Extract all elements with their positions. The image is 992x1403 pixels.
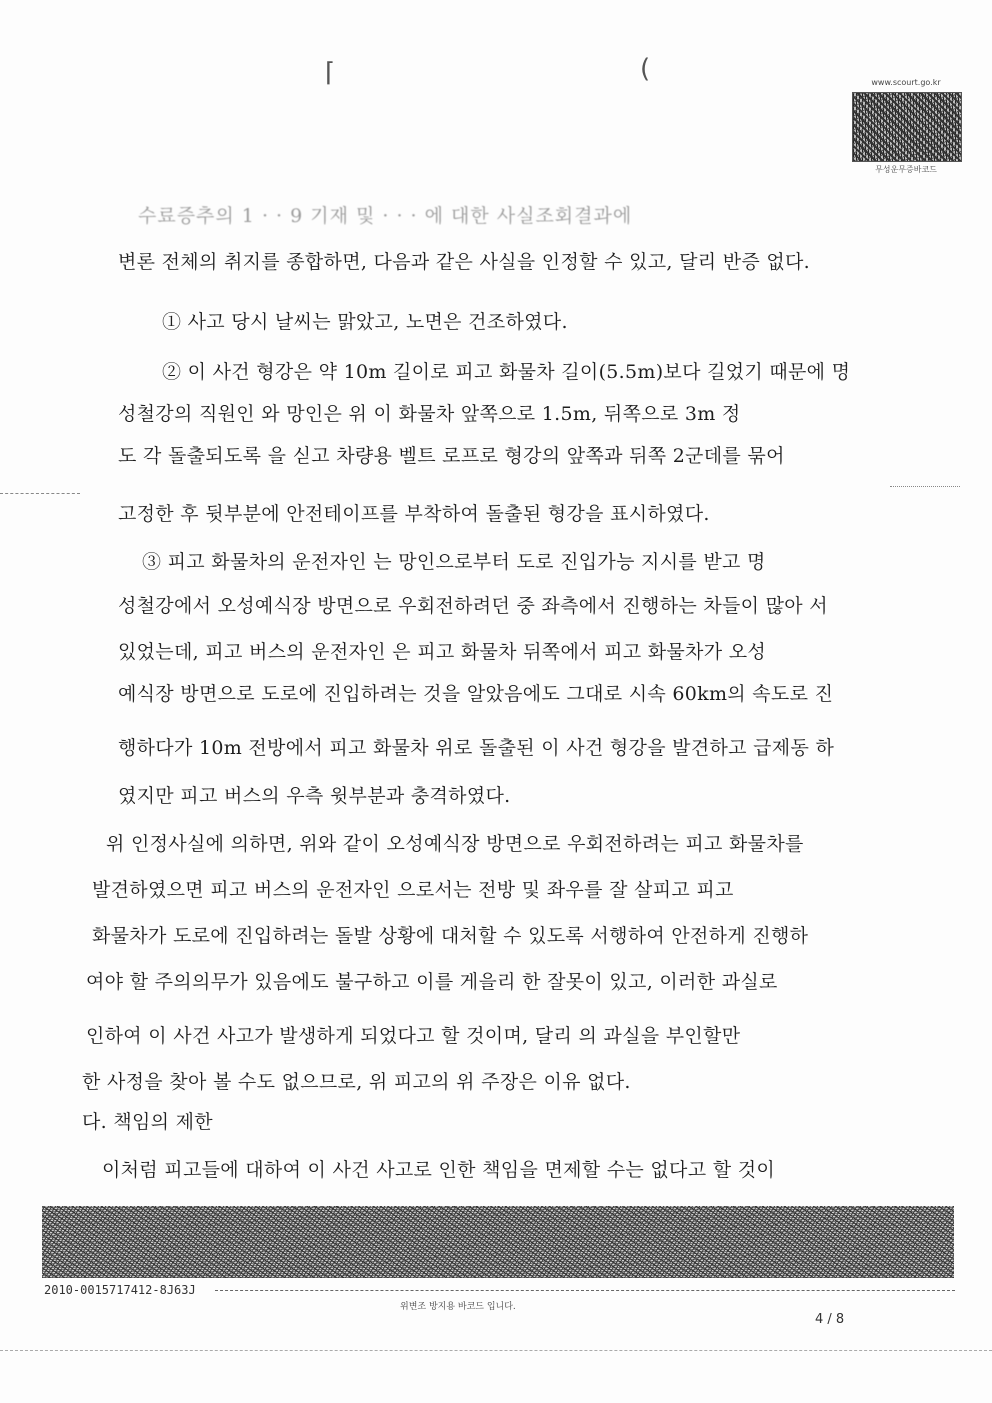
paragraph-line: 성철강의 직원인 와 망인은 위 이 화물차 앞쪽으로 1.5m, 뒤쪽으로 3m 정: [118, 403, 741, 425]
paragraph-line: 발견하였으면 피고 버스의 운전자인 으로서는 전방 및 좌우를 잘 살피고 피고: [92, 879, 734, 901]
divider: [0, 1350, 992, 1351]
barcode-caption: 무성운무증바코드: [875, 165, 937, 174]
document-id: 2010-0015717412-8J63J: [44, 1283, 196, 1297]
paragraph-line: 있었는데, 피고 버스의 운전자인 은 피고 화물차 뒤쪽에서 피고 화물차가 오성: [118, 641, 767, 663]
anti-forgery-barcode: [42, 1206, 954, 1278]
section-heading: 다. 책임의 제한: [82, 1111, 213, 1133]
paragraph-line: ② 이 사건 형강은 약 10m 길이로 피고 화물차 길이(5.5m)보다 길었기 때문에 명: [162, 361, 851, 383]
paragraph-line: 예식장 방면으로 도로에 진입하려는 것을 알았음에도 그대로 시속 60km의 속도로 진: [118, 683, 834, 705]
paragraph-line: 행하다가 10m 전방에서 피고 화물차 위로 돌출된 이 사건 형강을 발견하고 급제동 하: [118, 737, 835, 759]
paragraph-line: 여야 할 주의의무가 있음에도 불구하고 이를 게을리 한 잘못이 있고, 이러한 과실로: [86, 971, 778, 993]
paragraph-line: 이처럼 피고들에 대하여 이 사건 사고로 인한 책임을 면제할 수는 없다고 할 것이: [102, 1159, 776, 1181]
scan-mark: (: [640, 54, 651, 84]
divider: [215, 1290, 955, 1291]
qr-url: www.scourt.go.kr: [871, 78, 941, 87]
paragraph-line: 인하여 이 사건 사고가 발생하게 되었다고 할 것이며, 달리 의 과실을 부인할만: [86, 1025, 741, 1047]
paragraph-line: ③ 피고 화물차의 운전자인 는 망인으로부터 도로 진입가능 지시를 받고 명: [142, 551, 766, 573]
paragraph-line: 도 각 돌출되도록 을 싣고 차량용 벨트 로프로 형강의 앞쪽과 뒤쪽 2군데를 묶어: [118, 445, 785, 467]
divider: [890, 486, 960, 487]
paragraph-line: 수료증추의 1 · · 9 기재 및 · · · 에 대한 사실조회결과에: [138, 205, 633, 227]
barcode-2d: [852, 92, 962, 162]
paragraph-line: 한 사정을 찾아 볼 수도 없으므로, 위 피고의 위 주장은 이유 없다.: [82, 1071, 631, 1093]
paragraph-line: ① 사고 당시 날씨는 맑았고, 노면은 건조하였다.: [162, 311, 568, 333]
paragraph-line: 였지만 피고 버스의 우측 윗부분과 충격하였다.: [118, 785, 511, 807]
scan-mark: ⌈: [325, 58, 336, 88]
divider: [0, 493, 80, 494]
paragraph-line: 고정한 후 뒷부분에 안전테이프를 부착하여 돌출된 형강을 표시하였다.: [118, 503, 710, 525]
paragraph-line: 화물차가 도로에 진입하려는 돌발 상황에 대처할 수 있도록 서행하여 안전하게 진행하: [92, 925, 809, 947]
paragraph-line: 변론 전체의 취지를 종합하면, 다음과 같은 사실을 인정할 수 있고, 달리 반증 없다.: [118, 251, 811, 273]
paragraph-line: 위 인정사실에 의하면, 위와 같이 오성예식장 방면으로 우회전하려는 피고 화물차를: [106, 833, 804, 855]
paragraph-line: 성철강에서 오성예식장 방면으로 우회전하려던 중 좌측에서 진행하는 차들이 많아 서: [118, 595, 828, 617]
barcode-note: 위변조 방지용 바코드 입니다.: [400, 1302, 516, 1312]
page-number: 4 / 8: [815, 1312, 845, 1327]
